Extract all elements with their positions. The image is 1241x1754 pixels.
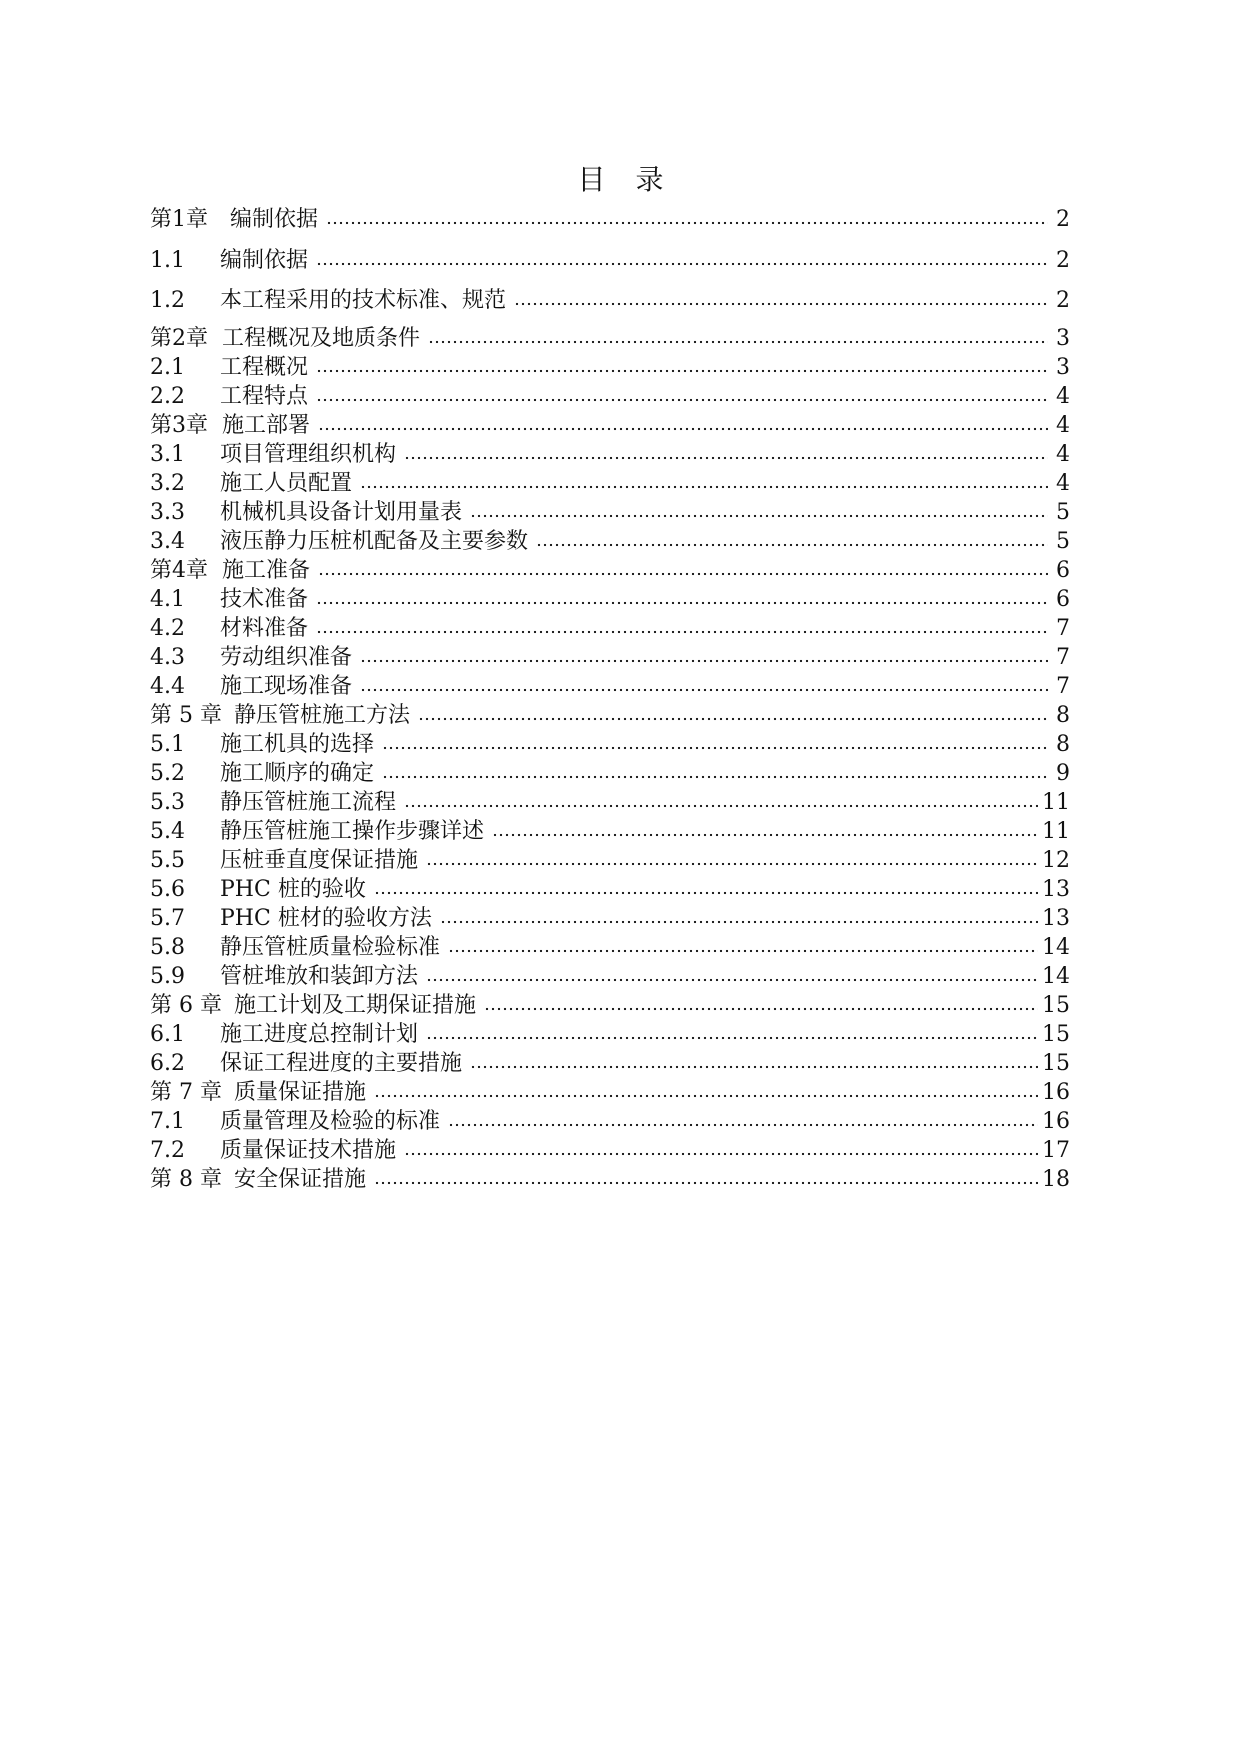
toc-dot-leader: [470, 1063, 1038, 1071]
toc-dot-leader: [316, 628, 1048, 636]
toc-dot-leader: [374, 1092, 1038, 1100]
toc-entry-page: 15: [1042, 1051, 1070, 1076]
toc-entry-page: 11: [1042, 790, 1070, 815]
toc-entry-label: 质量保证措施: [234, 1080, 367, 1105]
toc-entry-number: 5.3: [150, 790, 185, 815]
toc-entry-page: 16: [1042, 1080, 1070, 1105]
toc-entry[interactable]: [150, 582, 1070, 614]
toc-entry[interactable]: [150, 1133, 1070, 1165]
toc-entry-label: 材料准备: [220, 616, 309, 641]
toc-entry-page: 11: [1042, 819, 1070, 844]
toc-entry-page: 7: [1056, 645, 1070, 670]
toc-dot-leader: [418, 715, 1048, 723]
toc-dot-leader: [360, 657, 1048, 665]
toc-entry-page: 3: [1056, 355, 1070, 380]
toc-entry-label: 保证工程进度的主要措施: [220, 1051, 463, 1076]
toc-dot-leader: [382, 773, 1048, 781]
toc-entry-number: 6.2: [150, 1051, 185, 1076]
toc-entry-page: 7: [1056, 674, 1070, 699]
toc-entry-label: 本工程采用的技术标准、规范: [220, 288, 507, 313]
toc-entry[interactable]: [150, 321, 1070, 353]
toc-dot-leader: [484, 1005, 1038, 1013]
toc-entry-label: 工程特点: [220, 384, 309, 409]
toc-entry[interactable]: [150, 243, 1070, 275]
toc-entry-number: 5.6: [150, 877, 185, 902]
toc-entry-page: 18: [1042, 1167, 1070, 1192]
toc-entry-page: 8: [1056, 703, 1070, 728]
toc-entry[interactable]: [150, 785, 1070, 817]
toc-entry-page: 2: [1056, 207, 1070, 232]
toc-entry-label: 项目管理组织机构: [220, 442, 397, 467]
toc-entry-number: 5.1: [150, 732, 185, 757]
toc-entry-number: 1.1: [150, 248, 185, 273]
toc-entry[interactable]: [150, 843, 1070, 875]
toc-entry-number: 6.1: [150, 1022, 185, 1047]
toc-entry-label: 编制依据: [220, 248, 309, 273]
toc-entry-number: 第 5 章: [150, 703, 222, 728]
toc-entry-page: 2: [1056, 288, 1070, 313]
toc-entry-number: 3.2: [150, 471, 185, 496]
toc-entry-label: 施工人员配置: [220, 471, 353, 496]
toc-entry-label: 静压管桩质量检验标准: [220, 935, 441, 960]
toc-entry[interactable]: [150, 524, 1070, 556]
toc-entry-number: 第1章: [150, 207, 208, 232]
toc-entry-page: 14: [1042, 964, 1070, 989]
toc-entry-number: 5.8: [150, 935, 185, 960]
toc-dot-leader: [428, 338, 1048, 346]
toc-entry[interactable]: [150, 202, 1070, 234]
toc-entry[interactable]: [150, 640, 1070, 672]
toc-entry-page: 15: [1042, 1022, 1070, 1047]
toc-dot-leader: [326, 219, 1048, 227]
toc-entry-number: 第 7 章: [150, 1080, 222, 1105]
toc-entry-page: 12: [1042, 848, 1070, 873]
toc-entry-number: 5.4: [150, 819, 185, 844]
toc-entry-number: 5.5: [150, 848, 185, 873]
toc-entry-label: 劳动组织准备: [220, 645, 353, 670]
toc-dot-leader: [440, 918, 1038, 926]
toc-dot-leader: [316, 367, 1048, 375]
toc-title: [0, 160, 1241, 200]
toc-dot-leader: [382, 744, 1048, 752]
toc-entry[interactable]: [150, 1162, 1070, 1194]
toc-dot-leader: [448, 1121, 1038, 1129]
toc-entry-number: 5.2: [150, 761, 185, 786]
toc-dot-leader: [426, 860, 1038, 868]
toc-entry-page: 6: [1056, 558, 1070, 583]
toc-entry-number: 1.2: [150, 288, 185, 313]
toc-dot-leader: [492, 831, 1038, 839]
toc-entry-label: 施工进度总控制计划: [220, 1022, 419, 1047]
toc-entry-number: 2.1: [150, 355, 185, 380]
toc-dot-leader: [318, 570, 1048, 578]
toc-entry-label: 工程概况及地质条件: [222, 326, 421, 351]
toc-entry[interactable]: [150, 756, 1070, 788]
toc-dot-leader: [316, 260, 1048, 268]
toc-entry[interactable]: [150, 814, 1070, 846]
toc-title-char: 录: [635, 163, 664, 196]
toc-entry-label: 施工机具的选择: [220, 732, 375, 757]
toc-dot-leader: [318, 425, 1048, 433]
toc-entry-page: 17: [1042, 1138, 1070, 1163]
toc-entry-page: 16: [1042, 1109, 1070, 1134]
toc-entry[interactable]: [150, 1017, 1070, 1049]
toc-entry-label: 技术准备: [220, 587, 309, 612]
toc-entry-page: 4: [1056, 471, 1070, 496]
toc-entry[interactable]: [150, 727, 1070, 759]
toc-entry-number: 第 8 章: [150, 1167, 222, 1192]
toc-dot-leader: [448, 947, 1038, 955]
toc-entry[interactable]: [150, 988, 1070, 1020]
toc-title-char: 目: [577, 163, 606, 196]
toc-entry-page: 4: [1056, 384, 1070, 409]
toc-entry[interactable]: [150, 1046, 1070, 1078]
toc-entry-number: 4.3: [150, 645, 185, 670]
toc-dot-leader: [374, 889, 1038, 897]
toc-entry-number: 7.1: [150, 1109, 185, 1134]
toc-dot-leader: [374, 1179, 1038, 1187]
toc-entry-page: 15: [1042, 993, 1070, 1018]
toc-entry-number: 2.2: [150, 384, 185, 409]
toc-entry-page: 6: [1056, 587, 1070, 612]
toc-entry-page: 13: [1042, 877, 1070, 902]
toc-entry[interactable]: [150, 437, 1070, 469]
toc-entry-label: 静压管桩施工操作步骤详述: [220, 819, 485, 844]
toc-entry[interactable]: [150, 930, 1070, 962]
toc-entry[interactable]: [150, 466, 1070, 498]
toc-entry[interactable]: [150, 611, 1070, 643]
toc-entry[interactable]: [150, 408, 1070, 440]
toc-entry-label: 管桩堆放和装卸方法: [220, 964, 419, 989]
toc-dot-leader: [316, 599, 1048, 607]
toc-entry-page: 2: [1056, 248, 1070, 273]
toc-entry-number: 第3章: [150, 413, 208, 438]
toc-entry[interactable]: [150, 901, 1070, 933]
toc-entry-label: 质量保证技术措施: [220, 1138, 397, 1163]
toc-entry-number: 4.1: [150, 587, 185, 612]
toc-entry-number: 3.1: [150, 442, 185, 467]
toc-dot-leader: [470, 512, 1048, 520]
toc-entry-page: 3: [1056, 326, 1070, 351]
toc-dot-leader: [316, 396, 1048, 404]
toc-entry-label: 液压静力压桩机配备及主要参数: [220, 529, 529, 554]
toc-entry-number: 3.4: [150, 529, 185, 554]
toc-dot-leader: [426, 1034, 1038, 1042]
toc-entry-page: 5: [1056, 529, 1070, 554]
toc-dot-leader: [514, 300, 1048, 308]
toc-dot-leader: [360, 483, 1048, 491]
toc-entry-page: 4: [1056, 442, 1070, 467]
toc-entry-page: 7: [1056, 616, 1070, 641]
toc-entry-number: 4.4: [150, 674, 185, 699]
toc-entry-number: 7.2: [150, 1138, 185, 1163]
toc-entry-label: 安全保证措施: [234, 1167, 367, 1192]
toc-entry[interactable]: [150, 959, 1070, 991]
toc-entry[interactable]: [150, 379, 1070, 411]
toc-entry-label: 编制依据: [230, 207, 319, 232]
toc-entry[interactable]: [150, 350, 1070, 382]
toc-entry-page: 8: [1056, 732, 1070, 757]
toc-entry-label: 施工顺序的确定: [220, 761, 375, 786]
toc-entry-label: 施工部署: [222, 413, 311, 438]
toc-entry[interactable]: [150, 872, 1070, 904]
toc-entry-number: 第 6 章: [150, 993, 222, 1018]
toc-entry-label: PHC 桩的验收: [220, 877, 366, 902]
toc-entry[interactable]: [150, 698, 1070, 730]
toc-entry-number: 第2章: [150, 326, 208, 351]
toc-entry-label: 压桩垂直度保证措施: [220, 848, 419, 873]
toc-entry-number: 第4章: [150, 558, 208, 583]
toc-dot-leader: [404, 1150, 1038, 1158]
toc-entry[interactable]: [150, 495, 1070, 527]
toc-entry-label: 施工计划及工期保证措施: [234, 993, 477, 1018]
toc-entry-label: 施工现场准备: [220, 674, 353, 699]
toc-entry-number: 5.9: [150, 964, 185, 989]
toc-entry[interactable]: [150, 669, 1070, 701]
toc-entry-number: 5.7: [150, 906, 185, 931]
toc-entry[interactable]: [150, 283, 1070, 315]
toc-dot-leader: [404, 454, 1048, 462]
toc-entry-number: 3.3: [150, 500, 185, 525]
toc-entry-label: 机械机具设备计划用量表: [220, 500, 463, 525]
toc-entry-page: 4: [1056, 413, 1070, 438]
toc-entry-label: 工程概况: [220, 355, 309, 380]
toc-dot-leader: [536, 541, 1048, 549]
toc-dot-leader: [360, 686, 1048, 694]
toc-dot-leader: [426, 976, 1038, 984]
toc-entry[interactable]: [150, 1075, 1070, 1107]
toc-entry-label: PHC 桩材的验收方法: [220, 906, 432, 931]
toc-entry[interactable]: [150, 553, 1070, 585]
toc-entry-label: 质量管理及检验的标准: [220, 1109, 441, 1134]
toc-entry[interactable]: [150, 1104, 1070, 1136]
toc-entry-label: 施工准备: [222, 558, 311, 583]
toc-entry-page: 14: [1042, 935, 1070, 960]
toc-entry-label: 静压管桩施工方法: [234, 703, 411, 728]
toc-entry-page: 13: [1042, 906, 1070, 931]
toc-dot-leader: [404, 802, 1038, 810]
toc-entry-number: 4.2: [150, 616, 185, 641]
toc-entry-label: 静压管桩施工流程: [220, 790, 397, 815]
toc-entry-page: 9: [1056, 761, 1070, 786]
toc-entry-page: 5: [1056, 500, 1070, 525]
